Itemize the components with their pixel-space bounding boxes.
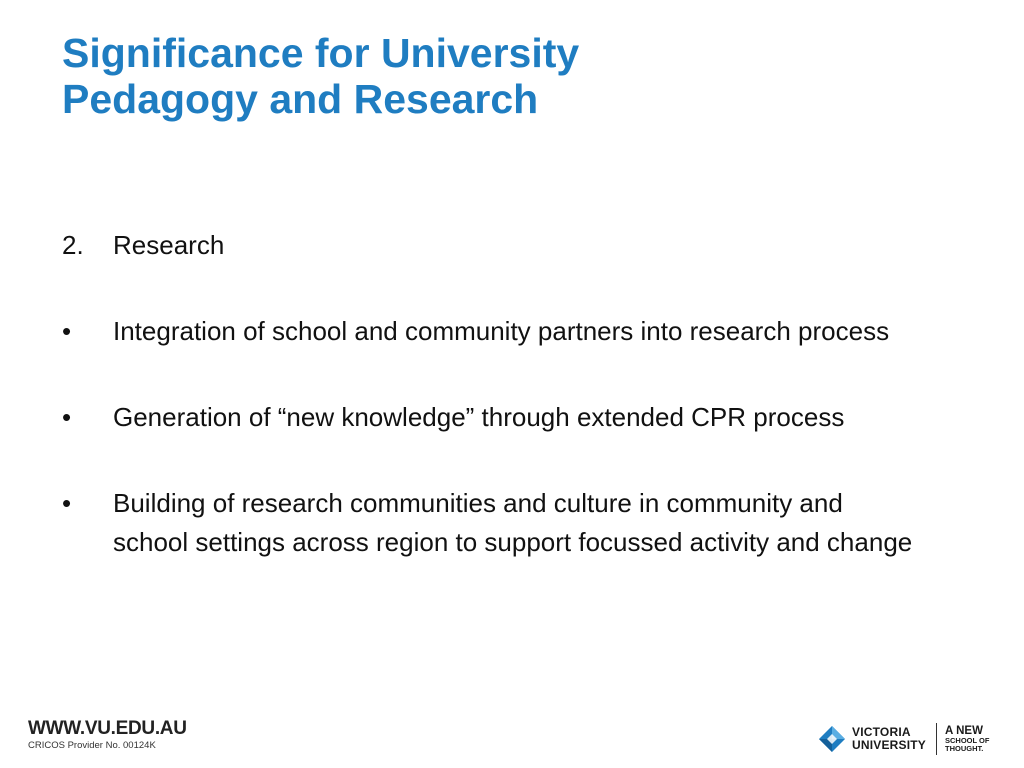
bullet-marker: • [62,488,72,518]
bullet-item [62,312,982,351]
logo-tagline-line-1: A NEW [945,724,983,737]
logo-name-line-1: VICTORIA [852,725,911,739]
footer-url: WWW.VU.EDU.AU [28,718,187,739]
university-logo [818,722,989,756]
bullet-text: Integration of school and community partners into research process [113,316,890,346]
logo-name-line-2: UNIVERSITY [852,738,927,752]
footer-cricos: CRICOS Provider No. 00124K [28,740,156,751]
vu-diamond-logo-icon [818,725,846,753]
slide-body [62,226,982,562]
logo-tagline [945,725,989,754]
slide-title-line-1: Significance for University [62,30,580,76]
logo-wordmark [852,726,926,752]
logo-divider [936,723,937,755]
slide-title-line-2: Pedagogy and Research [62,76,539,122]
numbered-item [62,226,982,265]
footer [28,718,187,752]
bullet-text: Generation of “new knowledge” through extended CPR process [113,402,845,432]
bullet-text: Building of research communities and culture in community and school settings across region to support focussed activity and change [113,488,913,557]
item-heading: Research [113,230,225,260]
item-number: 2. [62,230,84,260]
logo-tagline-line-2: SCHOOL OF [945,735,990,745]
slide-title [62,30,579,122]
bullet-item [62,484,982,562]
bullet-marker: • [62,316,72,346]
bullet-marker: • [62,402,72,432]
bullet-item [62,398,982,437]
logo-tagline-line-3: THOUGHT. [945,744,984,753]
